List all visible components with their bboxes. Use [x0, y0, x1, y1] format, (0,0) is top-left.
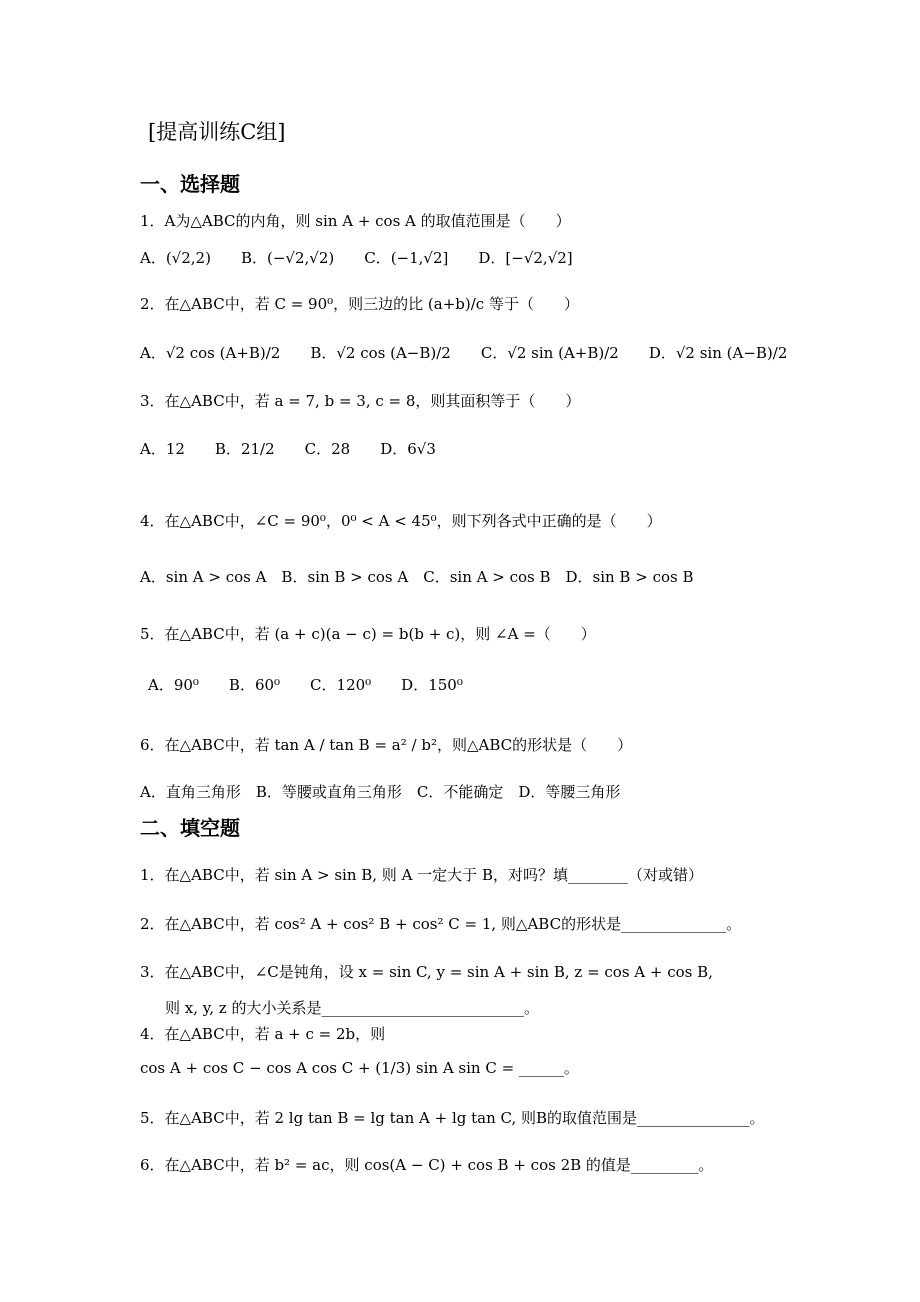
question-line: 3．在△ABC中，若 a = 7, b = 3, c = 8，则其面积等于（ ）: [140, 392, 581, 410]
question-line: 2．在△ABC中，若 C = 90⁰，则三边的比 (a+b)/c 等于（ ）: [140, 295, 579, 313]
question-line: 则 x, y, z 的大小关系是___________________________。: [165, 999, 539, 1017]
page-title: [提高训练C组]: [148, 120, 286, 144]
question-line: 6．在△ABC中，若 tan A / tan B = a² / b²，则△ABC的形状是（ ）: [140, 736, 633, 754]
options-line: A．sin A > cos A B．sin B > cos A C．sin A > cos B D．sin B > cos B: [140, 568, 694, 586]
question-line: 4．在△ABC中，∠C = 90⁰，0⁰ < A < 45⁰，则下列各式中正确的是（ ）: [140, 512, 662, 530]
options-line: A．(√2,2) B．(−√2,√2) C．(−1,√2] D．[−√2,√2]: [140, 249, 573, 267]
section-heading-fill: 二、填空题: [140, 816, 240, 840]
question-line: 5．在△ABC中，若 (a + c)(a − c) = b(b + c)，则 ∠A =（ ）: [140, 625, 596, 643]
question-line: cos A + cos C − cos A cos C + (1/3) sin A sin C = ______。: [140, 1059, 579, 1077]
options-line: A．12 B．21/2 C．28 D．6√3: [140, 440, 436, 458]
question-line: 2．在△ABC中，若 cos² A + cos² B + cos² C = 1, 则△ABC的形状是______________。: [140, 915, 742, 933]
section-heading-choice: 一、选择题: [140, 172, 240, 196]
question-line: 4．在△ABC中，若 a + c = 2b，则: [140, 1025, 386, 1043]
question-line: 1．在△ABC中，若 sin A > sin B, 则 A 一定大于 B，对吗？填________（对或错）: [140, 866, 703, 884]
options-line: A．直角三角形 B．等腰或直角三角形 C．不能确定 D．等腰三角形: [140, 783, 621, 801]
question-line: 1．A为△ABC的内角，则 sin A + cos A 的取值范围是（ ）: [140, 212, 571, 230]
options-line: A．√2 cos (A+B)/2 B．√2 cos (A−B)/2 C．√2 sin (A+B)/2 D．√2 sin (A−B)/2: [140, 344, 788, 362]
question-line: 6．在△ABC中，若 b² = ac，则 cos(A − C) + cos B + cos 2B 的值是_________。: [140, 1156, 714, 1174]
question-line: 3．在△ABC中，∠C是钝角，设 x = sin C, y = sin A + sin B, z = cos A + cos B,: [140, 963, 713, 981]
question-line: 5．在△ABC中，若 2 lg tan B = lg tan A + lg tan C, 则B的取值范围是_______________。: [140, 1109, 765, 1127]
options-line: A．90⁰ B．60⁰ C．120⁰ D．150⁰: [148, 676, 463, 694]
